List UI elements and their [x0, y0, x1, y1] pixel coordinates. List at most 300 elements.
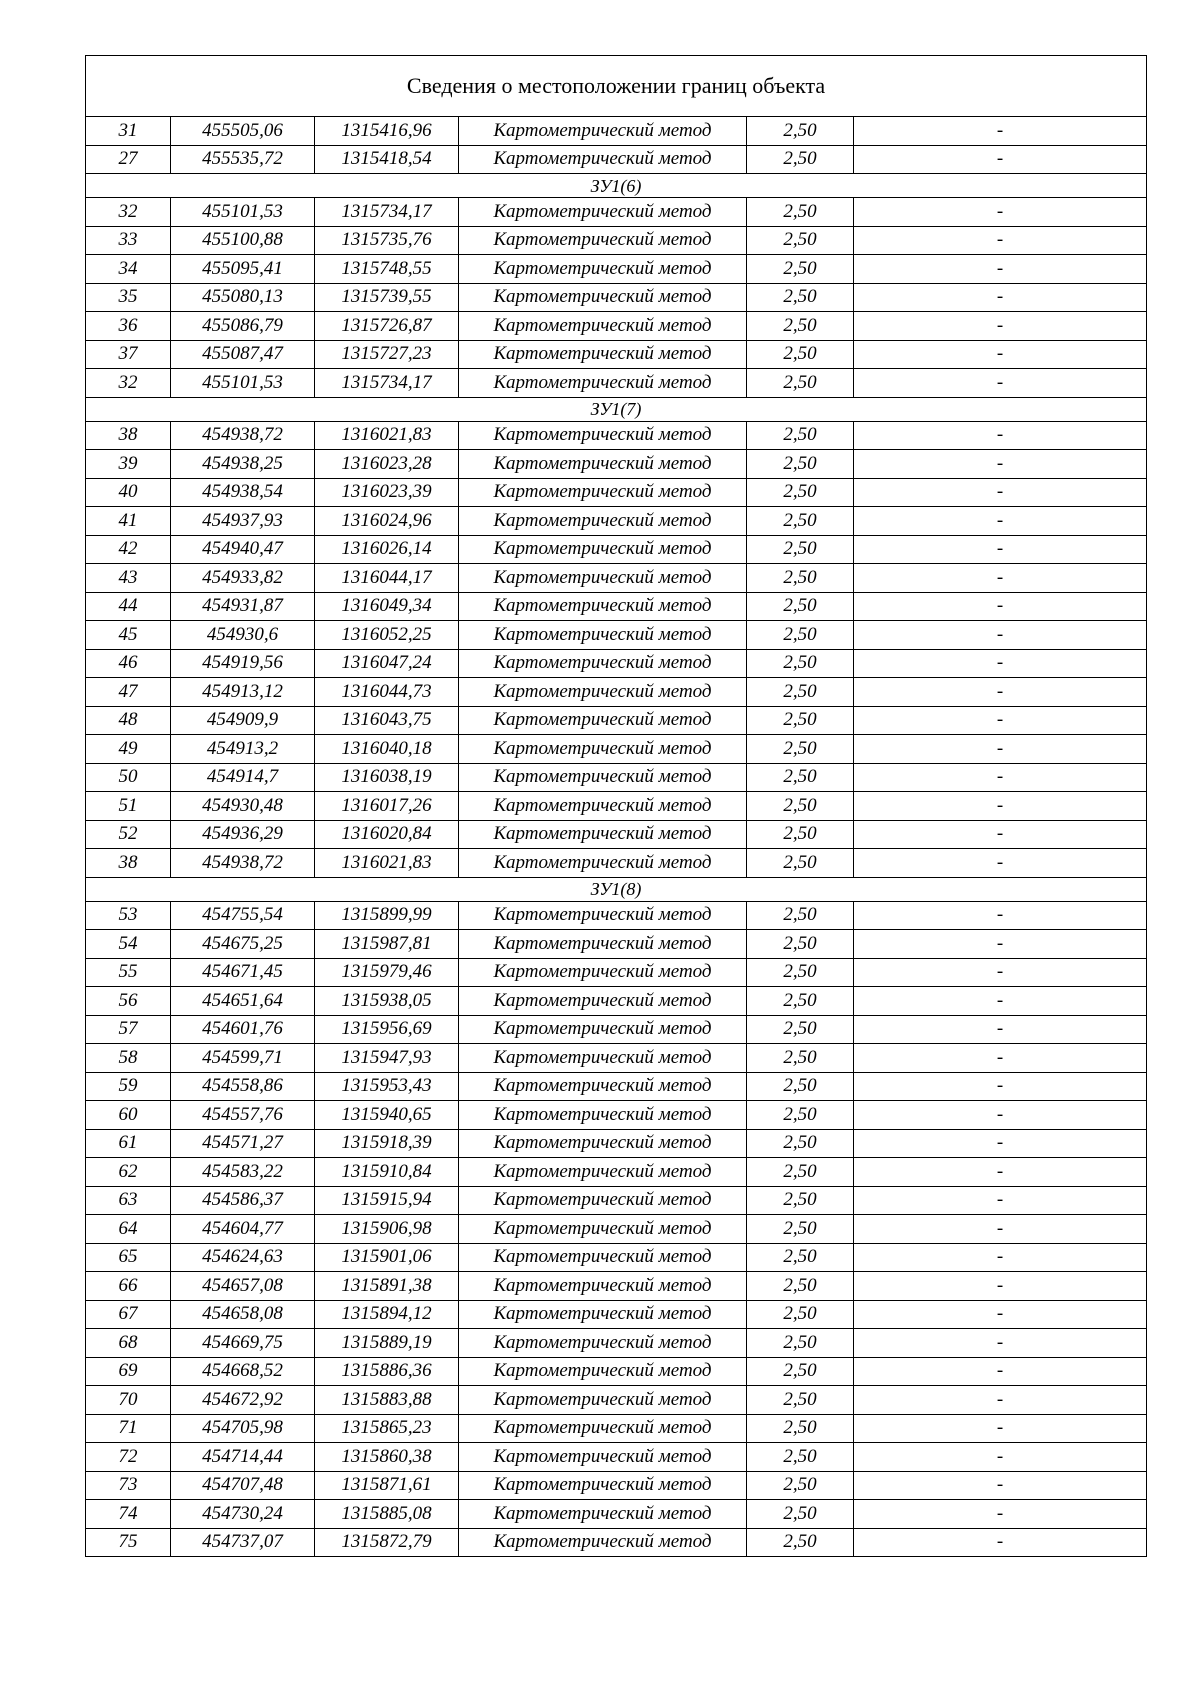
method-cell: Картометрический метод — [459, 369, 747, 398]
y-coordinate-cell: 1315735,76 — [315, 226, 459, 255]
x-coordinate-cell: 454714,44 — [171, 1443, 315, 1472]
table-row — [86, 283, 1147, 312]
table-title: Сведения о местоположении границ объекта — [86, 56, 1147, 117]
table-row — [86, 1471, 1147, 1500]
y-coordinate-cell: 1316043,75 — [315, 706, 459, 735]
x-coordinate-cell: 455101,53 — [171, 369, 315, 398]
description-cell: - — [854, 1500, 1147, 1529]
precision-cell: 2,50 — [747, 1528, 854, 1557]
table-row — [86, 987, 1147, 1016]
description-cell: - — [854, 145, 1147, 174]
precision-cell: 2,50 — [747, 706, 854, 735]
x-coordinate-cell: 454558,86 — [171, 1072, 315, 1101]
method-cell: Картометрический метод — [459, 1186, 747, 1215]
description-cell: - — [854, 1471, 1147, 1500]
description-cell: - — [854, 1158, 1147, 1187]
table-row — [86, 1300, 1147, 1329]
y-coordinate-cell: 1316038,19 — [315, 763, 459, 792]
method-cell: Картометрический метод — [459, 340, 747, 369]
method-cell: Картометрический метод — [459, 478, 747, 507]
section-row — [86, 877, 1147, 901]
description-cell: - — [854, 1215, 1147, 1244]
table-row — [86, 678, 1147, 707]
y-coordinate-cell: 1315871,61 — [315, 1471, 459, 1500]
x-coordinate-cell: 454571,27 — [171, 1129, 315, 1158]
precision-cell: 2,50 — [747, 763, 854, 792]
table-row — [86, 1500, 1147, 1529]
point-number-cell: 45 — [86, 621, 171, 650]
x-coordinate-cell: 455080,13 — [171, 283, 315, 312]
point-number-cell: 70 — [86, 1386, 171, 1415]
point-number-cell: 35 — [86, 283, 171, 312]
table-row — [86, 1272, 1147, 1301]
method-cell: Картометрический метод — [459, 535, 747, 564]
x-coordinate-cell: 454938,72 — [171, 849, 315, 878]
method-cell: Картометрический метод — [459, 930, 747, 959]
table-row — [86, 1044, 1147, 1073]
y-coordinate-cell: 1316017,26 — [315, 792, 459, 821]
y-coordinate-cell: 1315734,17 — [315, 198, 459, 227]
description-cell: - — [854, 1300, 1147, 1329]
point-number-cell: 65 — [86, 1243, 171, 1272]
precision-cell: 2,50 — [747, 621, 854, 650]
description-cell: - — [854, 1414, 1147, 1443]
y-coordinate-cell: 1315979,46 — [315, 958, 459, 987]
description-cell: - — [854, 369, 1147, 398]
x-coordinate-cell: 455086,79 — [171, 312, 315, 341]
method-cell: Картометрический метод — [459, 1015, 747, 1044]
point-number-cell: 51 — [86, 792, 171, 821]
precision-cell: 2,50 — [747, 1471, 854, 1500]
precision-cell: 2,50 — [747, 226, 854, 255]
precision-cell: 2,50 — [747, 649, 854, 678]
description-cell: - — [854, 1272, 1147, 1301]
y-coordinate-cell: 1315940,65 — [315, 1101, 459, 1130]
x-coordinate-cell: 455095,41 — [171, 255, 315, 284]
point-number-cell: 40 — [86, 478, 171, 507]
document-page — [85, 55, 1146, 1557]
point-number-cell: 43 — [86, 564, 171, 593]
description-cell: - — [854, 820, 1147, 849]
point-number-cell: 63 — [86, 1186, 171, 1215]
method-cell: Картометрический метод — [459, 1101, 747, 1130]
description-cell: - — [854, 564, 1147, 593]
precision-cell: 2,50 — [747, 1186, 854, 1215]
boundary-coordinates-table — [85, 55, 1147, 1557]
y-coordinate-cell: 1315891,38 — [315, 1272, 459, 1301]
x-coordinate-cell: 454919,56 — [171, 649, 315, 678]
precision-cell: 2,50 — [747, 987, 854, 1016]
y-coordinate-cell: 1316021,83 — [315, 849, 459, 878]
method-cell: Картометрический метод — [459, 564, 747, 593]
x-coordinate-cell: 455100,88 — [171, 226, 315, 255]
precision-cell: 2,50 — [747, 901, 854, 930]
precision-cell: 2,50 — [747, 1386, 854, 1415]
description-cell: - — [854, 535, 1147, 564]
table-row — [86, 649, 1147, 678]
table-row — [86, 421, 1147, 450]
x-coordinate-cell: 454705,98 — [171, 1414, 315, 1443]
x-coordinate-cell: 454755,54 — [171, 901, 315, 930]
x-coordinate-cell: 454604,77 — [171, 1215, 315, 1244]
table-row — [86, 369, 1147, 398]
y-coordinate-cell: 1315894,12 — [315, 1300, 459, 1329]
precision-cell: 2,50 — [747, 421, 854, 450]
precision-cell: 2,50 — [747, 117, 854, 146]
description-cell: - — [854, 255, 1147, 284]
point-number-cell: 64 — [86, 1215, 171, 1244]
precision-cell: 2,50 — [747, 1072, 854, 1101]
y-coordinate-cell: 1315727,23 — [315, 340, 459, 369]
description-cell: - — [854, 283, 1147, 312]
precision-cell: 2,50 — [747, 849, 854, 878]
description-cell: - — [854, 117, 1147, 146]
method-cell: Картометрический метод — [459, 1072, 747, 1101]
x-coordinate-cell: 454657,08 — [171, 1272, 315, 1301]
x-coordinate-cell: 455101,53 — [171, 198, 315, 227]
table-row — [86, 849, 1147, 878]
description-cell: - — [854, 1015, 1147, 1044]
method-cell: Картометрический метод — [459, 901, 747, 930]
precision-cell: 2,50 — [747, 1300, 854, 1329]
point-number-cell: 75 — [86, 1528, 171, 1557]
precision-cell: 2,50 — [747, 958, 854, 987]
method-cell: Картометрический метод — [459, 649, 747, 678]
description-cell: - — [854, 930, 1147, 959]
method-cell: Картометрический метод — [459, 1329, 747, 1358]
x-coordinate-cell: 454909,9 — [171, 706, 315, 735]
precision-cell: 2,50 — [747, 369, 854, 398]
x-coordinate-cell: 454730,24 — [171, 1500, 315, 1529]
table-row — [86, 145, 1147, 174]
table-row — [86, 450, 1147, 479]
point-number-cell: 67 — [86, 1300, 171, 1329]
description-cell: - — [854, 507, 1147, 536]
table-row — [86, 1414, 1147, 1443]
section-label: ЗУ1(7) — [86, 397, 1147, 421]
description-cell: - — [854, 421, 1147, 450]
method-cell: Картометрический метод — [459, 792, 747, 821]
description-cell: - — [854, 792, 1147, 821]
method-cell: Картометрический метод — [459, 117, 747, 146]
y-coordinate-cell: 1315899,99 — [315, 901, 459, 930]
description-cell: - — [854, 763, 1147, 792]
method-cell: Картометрический метод — [459, 1215, 747, 1244]
y-coordinate-cell: 1315910,84 — [315, 1158, 459, 1187]
method-cell: Картометрический метод — [459, 1471, 747, 1500]
description-cell: - — [854, 958, 1147, 987]
y-coordinate-cell: 1315885,08 — [315, 1500, 459, 1529]
y-coordinate-cell: 1316023,39 — [315, 478, 459, 507]
table-row — [86, 1329, 1147, 1358]
x-coordinate-cell: 454937,93 — [171, 507, 315, 536]
precision-cell: 2,50 — [747, 283, 854, 312]
point-number-cell: 68 — [86, 1329, 171, 1358]
table-row — [86, 312, 1147, 341]
description-cell: - — [854, 1101, 1147, 1130]
point-number-cell: 34 — [86, 255, 171, 284]
point-number-cell: 36 — [86, 312, 171, 341]
table-row — [86, 1015, 1147, 1044]
method-cell: Картометрический метод — [459, 1158, 747, 1187]
y-coordinate-cell: 1315906,98 — [315, 1215, 459, 1244]
description-cell: - — [854, 1528, 1147, 1557]
precision-cell: 2,50 — [747, 145, 854, 174]
method-cell: Картометрический метод — [459, 706, 747, 735]
point-number-cell: 33 — [86, 226, 171, 255]
table-row — [86, 1186, 1147, 1215]
method-cell: Картометрический метод — [459, 1243, 747, 1272]
x-coordinate-cell: 454675,25 — [171, 930, 315, 959]
y-coordinate-cell: 1315748,55 — [315, 255, 459, 284]
description-cell: - — [854, 312, 1147, 341]
y-coordinate-cell: 1315915,94 — [315, 1186, 459, 1215]
point-number-cell: 71 — [86, 1414, 171, 1443]
y-coordinate-cell: 1315886,36 — [315, 1357, 459, 1386]
table-row — [86, 930, 1147, 959]
table-row — [86, 507, 1147, 536]
x-coordinate-cell: 454938,72 — [171, 421, 315, 450]
table-row — [86, 735, 1147, 764]
precision-cell: 2,50 — [747, 1101, 854, 1130]
x-coordinate-cell: 454914,7 — [171, 763, 315, 792]
y-coordinate-cell: 1316047,24 — [315, 649, 459, 678]
table-row — [86, 564, 1147, 593]
precision-cell: 2,50 — [747, 792, 854, 821]
description-cell: - — [854, 706, 1147, 735]
x-coordinate-cell: 454913,2 — [171, 735, 315, 764]
point-number-cell: 66 — [86, 1272, 171, 1301]
precision-cell: 2,50 — [747, 1500, 854, 1529]
point-number-cell: 39 — [86, 450, 171, 479]
point-number-cell: 27 — [86, 145, 171, 174]
point-number-cell: 73 — [86, 1471, 171, 1500]
description-cell: - — [854, 450, 1147, 479]
x-coordinate-cell: 454930,48 — [171, 792, 315, 821]
precision-cell: 2,50 — [747, 1215, 854, 1244]
y-coordinate-cell: 1315953,43 — [315, 1072, 459, 1101]
y-coordinate-cell: 1315418,54 — [315, 145, 459, 174]
description-cell: - — [854, 1044, 1147, 1073]
point-number-cell: 38 — [86, 849, 171, 878]
table-row — [86, 1386, 1147, 1415]
x-coordinate-cell: 454651,64 — [171, 987, 315, 1016]
x-coordinate-cell: 454624,63 — [171, 1243, 315, 1272]
x-coordinate-cell: 455535,72 — [171, 145, 315, 174]
x-coordinate-cell: 454601,76 — [171, 1015, 315, 1044]
point-number-cell: 38 — [86, 421, 171, 450]
precision-cell: 2,50 — [747, 564, 854, 593]
precision-cell: 2,50 — [747, 1129, 854, 1158]
point-number-cell: 62 — [86, 1158, 171, 1187]
method-cell: Картометрический метод — [459, 1414, 747, 1443]
y-coordinate-cell: 1315947,93 — [315, 1044, 459, 1073]
description-cell: - — [854, 649, 1147, 678]
y-coordinate-cell: 1315726,87 — [315, 312, 459, 341]
table-row — [86, 340, 1147, 369]
precision-cell: 2,50 — [747, 820, 854, 849]
x-coordinate-cell: 454669,75 — [171, 1329, 315, 1358]
point-number-cell: 72 — [86, 1443, 171, 1472]
description-cell: - — [854, 1186, 1147, 1215]
x-coordinate-cell: 454931,87 — [171, 592, 315, 621]
y-coordinate-cell: 1315987,81 — [315, 930, 459, 959]
point-number-cell: 32 — [86, 369, 171, 398]
precision-cell: 2,50 — [747, 1015, 854, 1044]
description-cell: - — [854, 226, 1147, 255]
description-cell: - — [854, 1357, 1147, 1386]
x-coordinate-cell: 454940,47 — [171, 535, 315, 564]
y-coordinate-cell: 1316044,73 — [315, 678, 459, 707]
description-cell: - — [854, 592, 1147, 621]
y-coordinate-cell: 1315901,06 — [315, 1243, 459, 1272]
point-number-cell: 52 — [86, 820, 171, 849]
section-label: ЗУ1(8) — [86, 877, 1147, 901]
method-cell: Картометрический метод — [459, 1386, 747, 1415]
method-cell: Картометрический метод — [459, 1443, 747, 1472]
y-coordinate-cell: 1315734,17 — [315, 369, 459, 398]
method-cell: Картометрический метод — [459, 283, 747, 312]
x-coordinate-cell: 454672,92 — [171, 1386, 315, 1415]
method-cell: Картометрический метод — [459, 507, 747, 536]
y-coordinate-cell: 1315739,55 — [315, 283, 459, 312]
table-row — [86, 1357, 1147, 1386]
method-cell: Картометрический метод — [459, 592, 747, 621]
point-number-cell: 57 — [86, 1015, 171, 1044]
precision-cell: 2,50 — [747, 312, 854, 341]
point-number-cell: 69 — [86, 1357, 171, 1386]
y-coordinate-cell: 1316044,17 — [315, 564, 459, 593]
table-row — [86, 592, 1147, 621]
x-coordinate-cell: 454930,6 — [171, 621, 315, 650]
point-number-cell: 41 — [86, 507, 171, 536]
method-cell: Картометрический метод — [459, 987, 747, 1016]
y-coordinate-cell: 1315872,79 — [315, 1528, 459, 1557]
point-number-cell: 54 — [86, 930, 171, 959]
method-cell: Картометрический метод — [459, 450, 747, 479]
x-coordinate-cell: 454933,82 — [171, 564, 315, 593]
precision-cell: 2,50 — [747, 340, 854, 369]
method-cell: Картометрический метод — [459, 1357, 747, 1386]
y-coordinate-cell: 1316049,34 — [315, 592, 459, 621]
x-coordinate-cell: 454936,29 — [171, 820, 315, 849]
method-cell: Картометрический метод — [459, 198, 747, 227]
method-cell: Картометрический метод — [459, 1300, 747, 1329]
point-number-cell: 56 — [86, 987, 171, 1016]
point-number-cell: 55 — [86, 958, 171, 987]
point-number-cell: 60 — [86, 1101, 171, 1130]
table-row — [86, 1528, 1147, 1557]
section-row — [86, 397, 1147, 421]
table-row — [86, 255, 1147, 284]
table-row — [86, 535, 1147, 564]
point-number-cell: 50 — [86, 763, 171, 792]
precision-cell: 2,50 — [747, 1414, 854, 1443]
x-coordinate-cell: 454707,48 — [171, 1471, 315, 1500]
precision-cell: 2,50 — [747, 478, 854, 507]
point-number-cell: 31 — [86, 117, 171, 146]
description-cell: - — [854, 1129, 1147, 1158]
method-cell: Картометрический метод — [459, 735, 747, 764]
method-cell: Картометрический метод — [459, 849, 747, 878]
precision-cell: 2,50 — [747, 507, 854, 536]
precision-cell: 2,50 — [747, 535, 854, 564]
precision-cell: 2,50 — [747, 1044, 854, 1073]
method-cell: Картометрический метод — [459, 678, 747, 707]
y-coordinate-cell: 1315938,05 — [315, 987, 459, 1016]
description-cell: - — [854, 340, 1147, 369]
precision-cell: 2,50 — [747, 930, 854, 959]
table-row — [86, 117, 1147, 146]
method-cell: Картометрический метод — [459, 958, 747, 987]
y-coordinate-cell: 1316023,28 — [315, 450, 459, 479]
point-number-cell: 48 — [86, 706, 171, 735]
point-number-cell: 59 — [86, 1072, 171, 1101]
table-row — [86, 1158, 1147, 1187]
point-number-cell: 32 — [86, 198, 171, 227]
table-row — [86, 1072, 1147, 1101]
method-cell: Картометрический метод — [459, 1129, 747, 1158]
x-coordinate-cell: 454599,71 — [171, 1044, 315, 1073]
point-number-cell: 46 — [86, 649, 171, 678]
precision-cell: 2,50 — [747, 1357, 854, 1386]
title-row — [86, 56, 1147, 117]
description-cell: - — [854, 1243, 1147, 1272]
x-coordinate-cell: 454938,25 — [171, 450, 315, 479]
description-cell: - — [854, 735, 1147, 764]
precision-cell: 2,50 — [747, 1158, 854, 1187]
section-label: ЗУ1(6) — [86, 174, 1147, 198]
y-coordinate-cell: 1316020,84 — [315, 820, 459, 849]
precision-cell: 2,50 — [747, 450, 854, 479]
x-coordinate-cell: 454737,07 — [171, 1528, 315, 1557]
point-number-cell: 47 — [86, 678, 171, 707]
y-coordinate-cell: 1316024,96 — [315, 507, 459, 536]
table-row — [86, 792, 1147, 821]
table-row — [86, 820, 1147, 849]
description-cell: - — [854, 1329, 1147, 1358]
y-coordinate-cell: 1316040,18 — [315, 735, 459, 764]
table-row — [86, 958, 1147, 987]
point-number-cell: 53 — [86, 901, 171, 930]
method-cell: Картометрический метод — [459, 255, 747, 284]
y-coordinate-cell: 1316026,14 — [315, 535, 459, 564]
method-cell: Картометрический метод — [459, 820, 747, 849]
y-coordinate-cell: 1315860,38 — [315, 1443, 459, 1472]
description-cell: - — [854, 678, 1147, 707]
table-row — [86, 1443, 1147, 1472]
y-coordinate-cell: 1315883,88 — [315, 1386, 459, 1415]
precision-cell: 2,50 — [747, 255, 854, 284]
y-coordinate-cell: 1315918,39 — [315, 1129, 459, 1158]
precision-cell: 2,50 — [747, 1243, 854, 1272]
method-cell: Картометрический метод — [459, 421, 747, 450]
x-coordinate-cell: 455505,06 — [171, 117, 315, 146]
y-coordinate-cell: 1316021,83 — [315, 421, 459, 450]
method-cell: Картометрический метод — [459, 1528, 747, 1557]
precision-cell: 2,50 — [747, 1329, 854, 1358]
point-number-cell: 61 — [86, 1129, 171, 1158]
point-number-cell: 49 — [86, 735, 171, 764]
point-number-cell: 37 — [86, 340, 171, 369]
description-cell: - — [854, 1072, 1147, 1101]
x-coordinate-cell: 454583,22 — [171, 1158, 315, 1187]
point-number-cell: 74 — [86, 1500, 171, 1529]
description-cell: - — [854, 901, 1147, 930]
method-cell: Картометрический метод — [459, 1044, 747, 1073]
table-row — [86, 198, 1147, 227]
description-cell: - — [854, 987, 1147, 1016]
